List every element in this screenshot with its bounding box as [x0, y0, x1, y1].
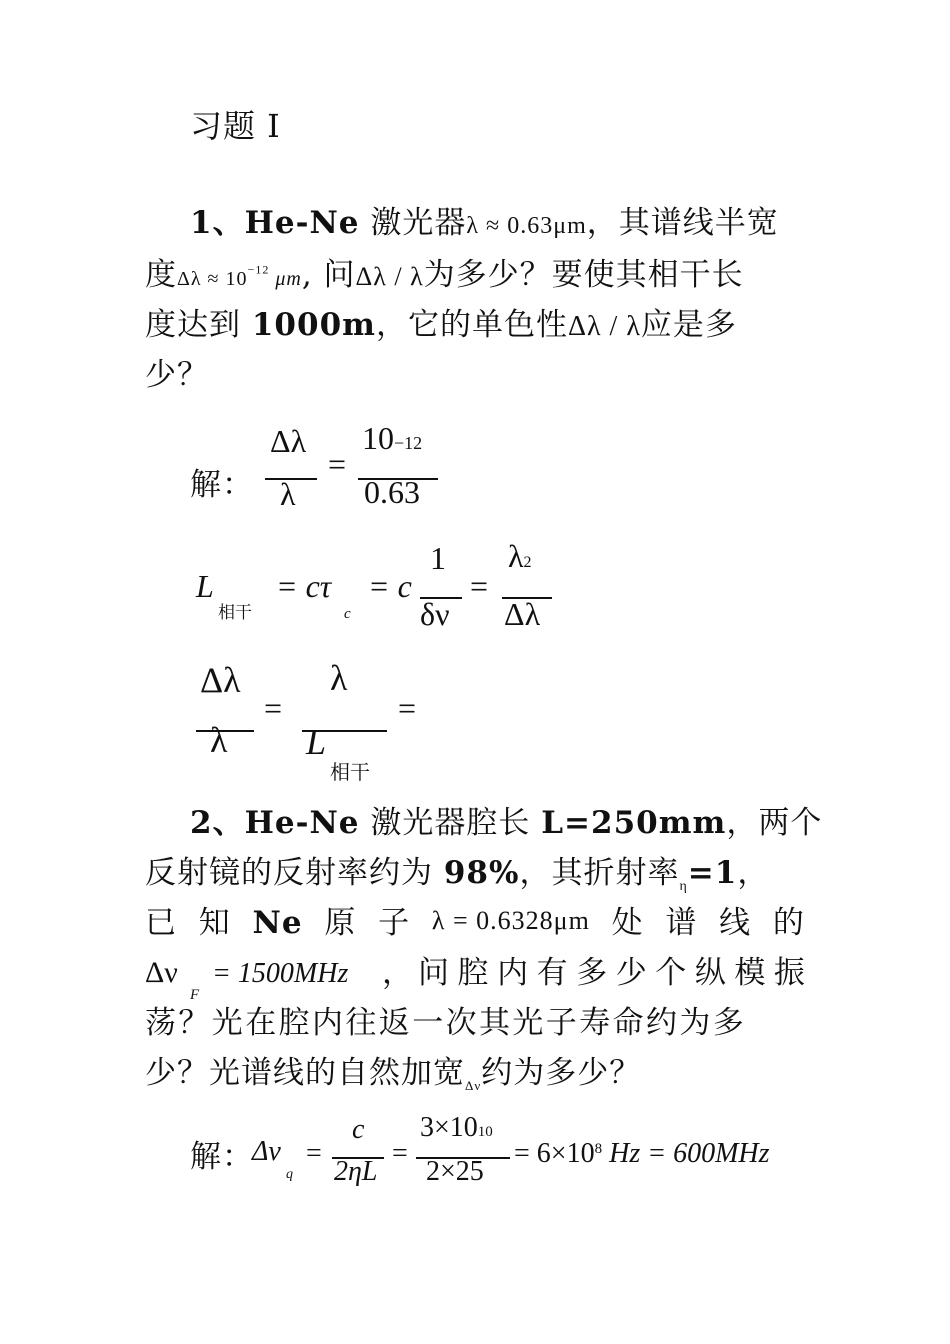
char: 纵: [694, 955, 727, 991]
result-exponent: 8: [594, 1141, 603, 1157]
q-subscript: q: [286, 1167, 293, 1182]
eq2-ctau: = cτ: [276, 568, 332, 604]
problem-2-line-1: [190, 805, 823, 841]
eq3-rhs-denominator: L: [306, 722, 327, 762]
equals: =: [306, 1138, 322, 1169]
char: 内: [497, 955, 530, 991]
cavity-length: L=250mm: [541, 805, 727, 841]
power-base: 3×10: [420, 1112, 478, 1143]
equals: =: [392, 1138, 408, 1169]
text: 激光器腔长: [359, 805, 542, 841]
heading-text: 习题 I: [190, 107, 281, 145]
laser-type: He-Ne: [244, 805, 360, 841]
page-title: [190, 107, 281, 145]
char: 振: [773, 955, 806, 991]
char: 多: [576, 955, 609, 991]
eq3-equals: =: [264, 690, 283, 726]
text: 荡？光在腔内往返一次其光子寿命约为多: [145, 1005, 747, 1041]
solution-label: [190, 1139, 254, 1175]
comma: ，: [382, 955, 414, 991]
coherence-length: 1000m: [251, 307, 376, 343]
eq1-denominator: λ: [280, 476, 296, 512]
text: , 问: [301, 257, 356, 293]
char: 已: [145, 905, 177, 941]
eq1-rhs-numerator: [362, 422, 422, 454]
eq2-L: L: [196, 568, 214, 604]
frac2-denominator: 2×25: [426, 1156, 484, 1187]
eq2-equals: =: [470, 568, 489, 604]
power-exponent: 10: [477, 1124, 493, 1140]
result-value: Hz = 600MHz: [602, 1138, 770, 1169]
text: 为多少？要使其相干长: [423, 257, 744, 293]
problem-1-line-1: [190, 205, 779, 241]
eta-symbol: η: [679, 879, 688, 895]
eq2-frac2-numerator: [508, 540, 532, 572]
delta-nu-q: Δν: [252, 1136, 281, 1167]
char: 少: [615, 955, 648, 991]
exponent: −12: [247, 262, 270, 277]
laser-type: He-Ne: [244, 205, 360, 241]
problem-1-line-3: [145, 307, 737, 343]
delta-nu: Δν: [145, 956, 178, 989]
eq2-frac1-numerator: 1: [430, 540, 446, 576]
formula-wavelength: λ ≈ 0.63μm: [466, 213, 587, 239]
text: 激光器: [359, 205, 467, 241]
element-ne: Ne: [252, 905, 303, 941]
text: 少？: [145, 357, 209, 393]
eq1-numerator: Δλ: [270, 423, 307, 459]
result: [514, 1140, 770, 1168]
index-value: =1: [687, 855, 738, 891]
frac2-numerator: [420, 1114, 493, 1142]
problem-2-line-3: [145, 905, 805, 941]
text: 反射镜的反射率约为: [145, 855, 444, 891]
formula-ratio: Δλ / λ: [567, 311, 641, 342]
char: 子: [378, 905, 411, 941]
char: 处: [611, 905, 644, 941]
eq2-frac1-denominator: δν: [420, 596, 450, 632]
problem-2-line-5: [145, 1005, 747, 1041]
frac1-denominator: 2ηL: [334, 1156, 378, 1187]
problem-number: 1、: [190, 205, 245, 241]
eq2-L-subscript: 相干: [218, 603, 252, 623]
result-base: = 6×10: [514, 1138, 595, 1169]
char: 腔: [457, 955, 490, 991]
text: 度达到: [145, 307, 252, 343]
problem-2-line-4-text: [418, 955, 806, 991]
text: ，其谱线半宽: [586, 205, 779, 241]
unit: μm: [269, 268, 302, 290]
text: ，它的单色性: [375, 307, 568, 343]
eq3-rhs-numerator: λ: [330, 658, 348, 698]
eq2-c: = c: [368, 568, 412, 604]
char: 谱: [665, 905, 698, 941]
label-text: 解：: [190, 467, 254, 503]
problem-number: 2、: [190, 805, 245, 841]
text: 应是多: [640, 307, 737, 343]
text: 约为多少？: [481, 1055, 642, 1091]
char: 线: [719, 905, 752, 941]
problem-2-dnu: [145, 958, 178, 988]
formula-linewidth: Δλ ≈ 10: [177, 268, 248, 290]
text: 度: [145, 257, 177, 293]
eq3-equals-2: =: [398, 690, 417, 726]
exponent: 2: [523, 554, 532, 571]
problem-2-line-6: [145, 1055, 642, 1094]
problem-1-line-2: [145, 257, 744, 293]
text: ，其折射率: [519, 855, 680, 891]
text: ，: [737, 855, 770, 891]
lambda: λ: [508, 538, 524, 574]
formula-linewidth: = 1500MHz: [212, 958, 349, 989]
problem-2-line-2: [145, 855, 770, 895]
char: 有: [536, 955, 569, 991]
char: 模: [734, 955, 767, 991]
reflectivity: 98%: [443, 855, 520, 891]
char: 的: [772, 905, 805, 941]
eq1-equals: =: [328, 446, 347, 482]
char: 知: [198, 905, 231, 941]
eq2-tau-subscript: c: [344, 606, 351, 622]
eq3-numerator: Δλ: [200, 660, 241, 700]
dnu-subscript: F: [190, 987, 200, 1003]
power-base: 10: [362, 420, 394, 456]
formula-ratio: Δλ / λ: [355, 262, 424, 291]
eq3-L-subscript: 相干: [330, 760, 370, 784]
text: 少？光谱线的自然加宽: [145, 1055, 465, 1091]
delta-nu-sub: Δν: [465, 1078, 482, 1094]
text: ，两个: [726, 805, 823, 841]
formula-wavelength: λ = 0.6328μm: [431, 906, 590, 935]
eq2-frac2-denominator: Δλ: [504, 596, 541, 632]
eq3-denominator: λ: [210, 720, 228, 760]
char: 问: [418, 955, 450, 991]
frac1-numerator: c: [352, 1114, 365, 1145]
label-text: 解：: [190, 1139, 254, 1175]
power-exponent: −12: [394, 433, 423, 453]
char: 原: [324, 905, 357, 941]
eq1-rhs-denominator: 0.63: [364, 474, 420, 510]
char: 个: [655, 955, 688, 991]
solution-label: [190, 467, 254, 503]
problem-1-line-4: [145, 357, 209, 393]
